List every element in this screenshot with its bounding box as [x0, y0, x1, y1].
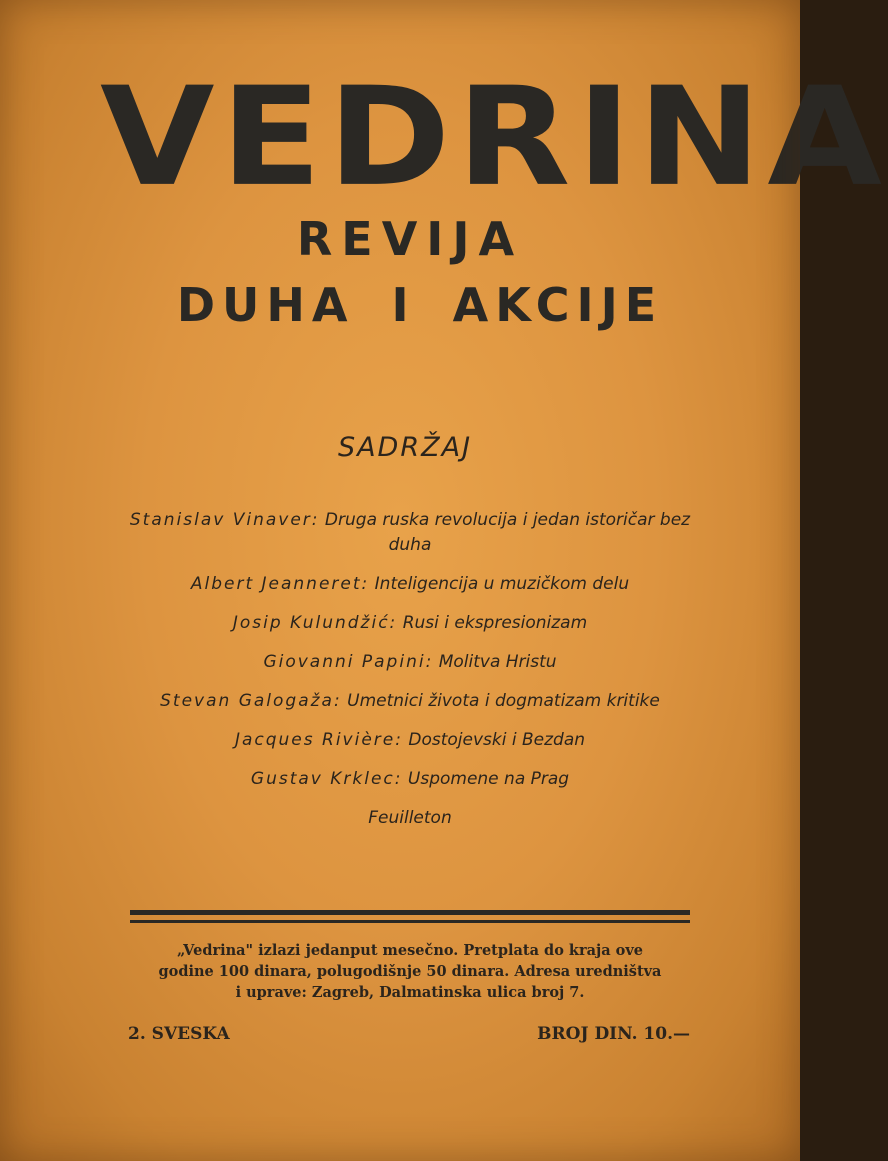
toc-entry — [110, 572, 710, 597]
subscription-notice — [128, 940, 692, 1003]
toc-entry — [110, 728, 710, 753]
toc-title: Uspomene na Prag — [407, 769, 570, 789]
toc-author: Gustav Krklec: — [250, 769, 403, 789]
toc-title: Feuilleton — [368, 808, 452, 828]
notice-line: godine 100 dinara, polugodišnje 50 dinara. Adresa uredništva — [158, 963, 662, 980]
toc-author: Josip Kulundžić: — [232, 613, 398, 633]
toc-title: Umetnici života i dogmatizam kritike — [347, 691, 660, 711]
toc-author: Stevan Galogaža: — [160, 691, 342, 711]
notice-line: i uprave: Zagreb, Dalmatinska ulica broj 7. — [235, 984, 585, 1001]
toc-entry — [110, 806, 710, 831]
toc-entry — [110, 767, 710, 792]
divider-rule-thick — [130, 910, 690, 915]
toc-author: Stanislav Vinaver: — [129, 510, 320, 530]
toc-entry — [110, 689, 710, 714]
issue-number: 2. SVESKA — [128, 1024, 230, 1044]
toc-author: Jacques Rivière: — [234, 730, 403, 750]
masthead-title: VEDRINA — [100, 57, 888, 217]
masthead-subtitle-line1: REVIJA — [296, 212, 524, 266]
contents-heading: SADRŽAJ — [337, 432, 473, 463]
toc-entry — [110, 611, 710, 636]
toc-title: Druga ruska revolucija i jedan istoričar bez duha — [324, 510, 691, 555]
divider-rule-thin — [130, 920, 690, 923]
toc-title: Dostojevski i Bezdan — [408, 730, 586, 750]
toc-entry — [110, 508, 710, 558]
table-of-contents — [110, 508, 710, 845]
toc-entry — [110, 650, 710, 675]
toc-author: Albert Jeanneret: — [190, 574, 370, 594]
issue-price: BROJ DIN. 10.— — [537, 1024, 690, 1044]
toc-title: Rusi i ekspresionizam — [402, 613, 588, 633]
notice-line: „Vedrina" izlazi jedanput mesečno. Pretplata do kraja ove — [176, 942, 644, 959]
masthead-subtitle-line2: DUHA I AKCIJE — [176, 278, 664, 332]
toc-title: Molitva Hristu — [438, 652, 557, 672]
toc-title: Inteligencija u muzičkom delu — [374, 574, 630, 594]
toc-author: Giovanni Papini: — [263, 652, 434, 672]
